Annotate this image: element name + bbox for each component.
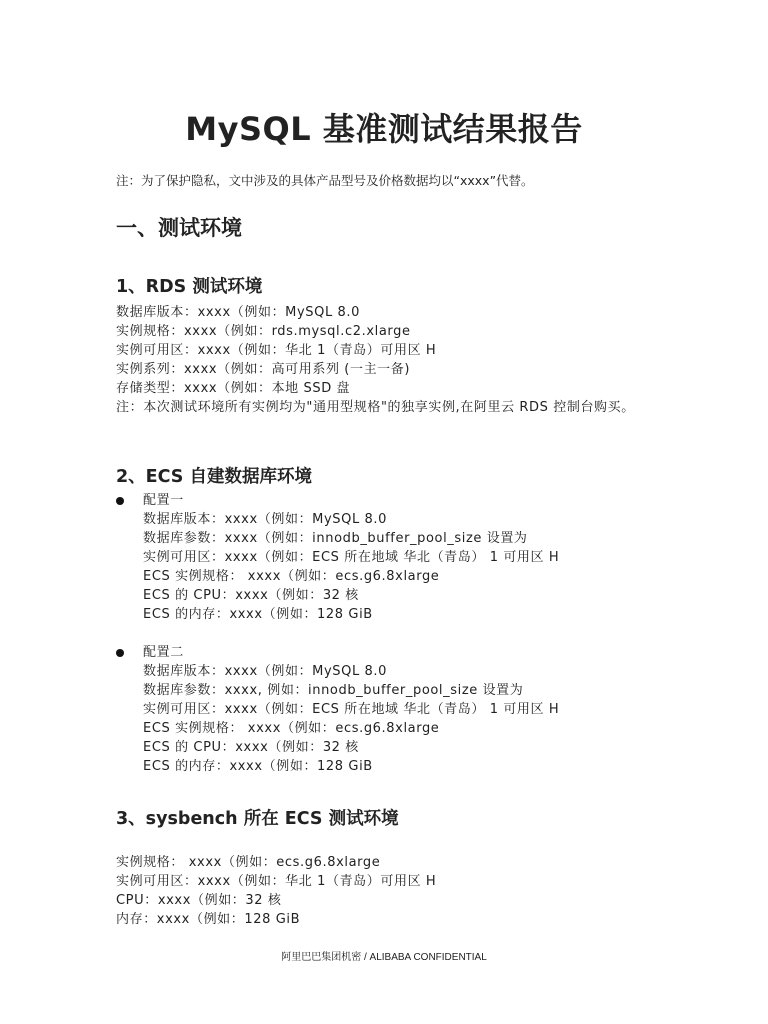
list-item: 内存：xxxx（例如：128 GiB [116, 912, 301, 927]
list-item: 存储类型：xxxx（例如：本地 SSD 盘 [116, 381, 351, 396]
list-item: 实例可用区：xxxx（例如：ECS 所在地域 华北（青岛） 1 可用区 H [143, 550, 560, 565]
list-item: 实例规格： xxxx（例如：ecs.g6.8xlarge [116, 855, 381, 870]
confidentiality-footer: 阿里巴巴集团机密 / ALIBABA CONFIDENTIAL [281, 952, 487, 963]
list-item: 数据库参数：xxxx（例如：innodb_buffer_pool_size 设置为 [143, 531, 528, 546]
bullet-icon [116, 649, 124, 657]
list-item: ECS 的 CPU：xxxx（例如：32 核 [143, 588, 359, 603]
list-item: ECS 的 CPU：xxxx（例如：32 核 [143, 740, 359, 755]
list-item: ECS 实例规格： xxxx（例如：ecs.g6.8xlarge [143, 569, 440, 584]
subsection-heading-sysbench: 3、sysbench 所在 ECS 测试环境 [116, 809, 399, 829]
document-title: MySQL 基准测试结果报告 [185, 110, 583, 148]
list-item: 数据库版本：xxxx（例如：MySQL 8.0 [143, 664, 388, 679]
list-item: 实例规格：xxxx（例如：rds.mysql.c2.xlarge [116, 324, 411, 339]
subsection-heading-ecs: 2、ECS 自建数据库环境 [116, 467, 312, 487]
list-item: 实例可用区：xxxx（例如：华北 1（青岛）可用区 H [116, 874, 437, 889]
subsection-heading-rds: 1、RDS 测试环境 [116, 277, 263, 297]
config-label: 配置一 [143, 493, 184, 508]
list-item: 数据库参数：xxxx, 例如：innodb_buffer_pool_size 设置为 [143, 683, 524, 698]
list-item: CPU：xxxx（例如：32 核 [116, 893, 282, 908]
rds-environment-list [116, 303, 635, 417]
config-two-list [143, 662, 559, 776]
intro-note: 注：为了保护隐私，文中涉及的具体产品型号及价格数据均以“xxxx”代替。 [116, 173, 534, 188]
list-item: 数据库版本：xxxx（例如：MySQL 8.0 [116, 305, 361, 320]
list-item: ECS 的内存：xxxx（例如：128 GiB [143, 759, 373, 774]
config-one-list [143, 510, 559, 624]
list-item: 实例可用区：xxxx（例如：华北 1（青岛）可用区 H [116, 343, 437, 358]
section-heading-test-environment: 一、测试环境 [116, 216, 242, 240]
list-item: 数据库版本：xxxx（例如：MySQL 8.0 [143, 512, 388, 527]
list-item: 实例可用区：xxxx（例如：ECS 所在地域 华北（青岛） 1 可用区 H [143, 702, 560, 717]
sysbench-environment-list [116, 853, 436, 929]
bullet-icon [116, 497, 124, 505]
list-item: ECS 的内存：xxxx（例如：128 GiB [143, 607, 373, 622]
list-item: 实例系列：xxxx（例如：高可用系列 (一主一备) [116, 362, 411, 377]
list-item: 注：本次测试环境所有实例均为"通用型规格"的独享实例,在阿里云 RDS 控制台购买。 [116, 400, 635, 415]
config-label: 配置二 [143, 645, 184, 660]
list-item: ECS 实例规格： xxxx（例如：ecs.g6.8xlarge [143, 721, 440, 736]
